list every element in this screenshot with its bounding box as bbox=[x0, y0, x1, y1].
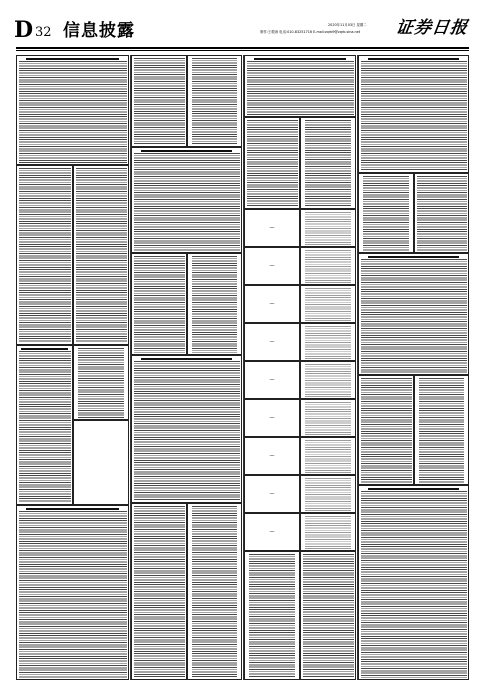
announcement-block bbox=[358, 55, 469, 173]
blank-space bbox=[73, 420, 129, 505]
empty-marker: — bbox=[245, 301, 299, 307]
header-rule bbox=[16, 47, 469, 49]
table-cell-empty bbox=[244, 399, 300, 437]
announcement-block bbox=[187, 253, 242, 355]
table-cell-empty bbox=[244, 209, 300, 247]
announcement-block bbox=[16, 505, 129, 680]
empty-marker: — bbox=[245, 453, 299, 459]
page-number: 32 bbox=[35, 25, 52, 40]
announcement-block bbox=[73, 345, 129, 420]
announcement-block bbox=[358, 375, 414, 485]
table-cell bbox=[300, 475, 356, 513]
table-cell bbox=[300, 285, 356, 323]
table-cell-empty bbox=[244, 475, 300, 513]
announcement-block bbox=[131, 147, 242, 253]
announcement-block bbox=[358, 173, 414, 253]
masthead bbox=[0, 0, 484, 48]
announcement-block bbox=[414, 375, 469, 485]
announcement-block bbox=[16, 55, 129, 165]
announcement-block bbox=[244, 117, 300, 209]
announcement-block bbox=[358, 485, 469, 680]
announcement-grid bbox=[16, 55, 469, 680]
empty-marker: — bbox=[245, 225, 299, 231]
announcement-block bbox=[16, 165, 73, 345]
table-cell bbox=[300, 399, 356, 437]
announcement-block bbox=[131, 253, 187, 355]
announcement-block bbox=[244, 551, 300, 680]
table-cell-empty bbox=[244, 513, 300, 551]
table-cell bbox=[300, 361, 356, 399]
empty-marker: — bbox=[245, 529, 299, 535]
table-cell bbox=[300, 513, 356, 551]
announcement-block bbox=[300, 117, 356, 209]
announcement-block bbox=[414, 173, 469, 253]
publication-date: 2020年11月03日 星期二 bbox=[328, 23, 367, 27]
table-cell-empty bbox=[244, 285, 300, 323]
column-divider bbox=[243, 55, 244, 680]
empty-marker: — bbox=[245, 415, 299, 421]
section-title: 信息披露 bbox=[63, 21, 135, 41]
column-divider bbox=[357, 55, 358, 680]
announcement-block bbox=[300, 551, 356, 680]
publication-contact: 制作:王敬涛 电话:010-83251716 E-mail:zqrb9@zqrb.sina.net bbox=[260, 30, 361, 34]
header-rule-thin bbox=[16, 50, 469, 51]
page-letter: D bbox=[14, 17, 33, 43]
announcement-block bbox=[187, 55, 242, 147]
announcement-block bbox=[131, 55, 187, 147]
announcement-block bbox=[358, 253, 469, 375]
empty-marker: — bbox=[245, 377, 299, 383]
table-cell-empty bbox=[244, 247, 300, 285]
announcement-block bbox=[73, 165, 129, 345]
table-cell bbox=[300, 437, 356, 475]
announcement-block bbox=[187, 503, 242, 680]
table-cell bbox=[300, 323, 356, 361]
table-cell bbox=[300, 247, 356, 285]
empty-marker: — bbox=[245, 491, 299, 497]
announcement-block bbox=[244, 55, 356, 117]
table-cell-empty bbox=[244, 361, 300, 399]
table-cell-empty bbox=[244, 437, 300, 475]
table-cell-empty bbox=[244, 323, 300, 361]
column-divider bbox=[130, 55, 131, 680]
table-cell bbox=[300, 209, 356, 247]
newspaper-logo: 证券日报 bbox=[394, 18, 470, 38]
announcement-block bbox=[16, 345, 73, 505]
announcement-block bbox=[131, 355, 242, 503]
empty-marker: — bbox=[245, 263, 299, 269]
announcement-block bbox=[131, 503, 187, 680]
empty-marker: — bbox=[245, 339, 299, 345]
